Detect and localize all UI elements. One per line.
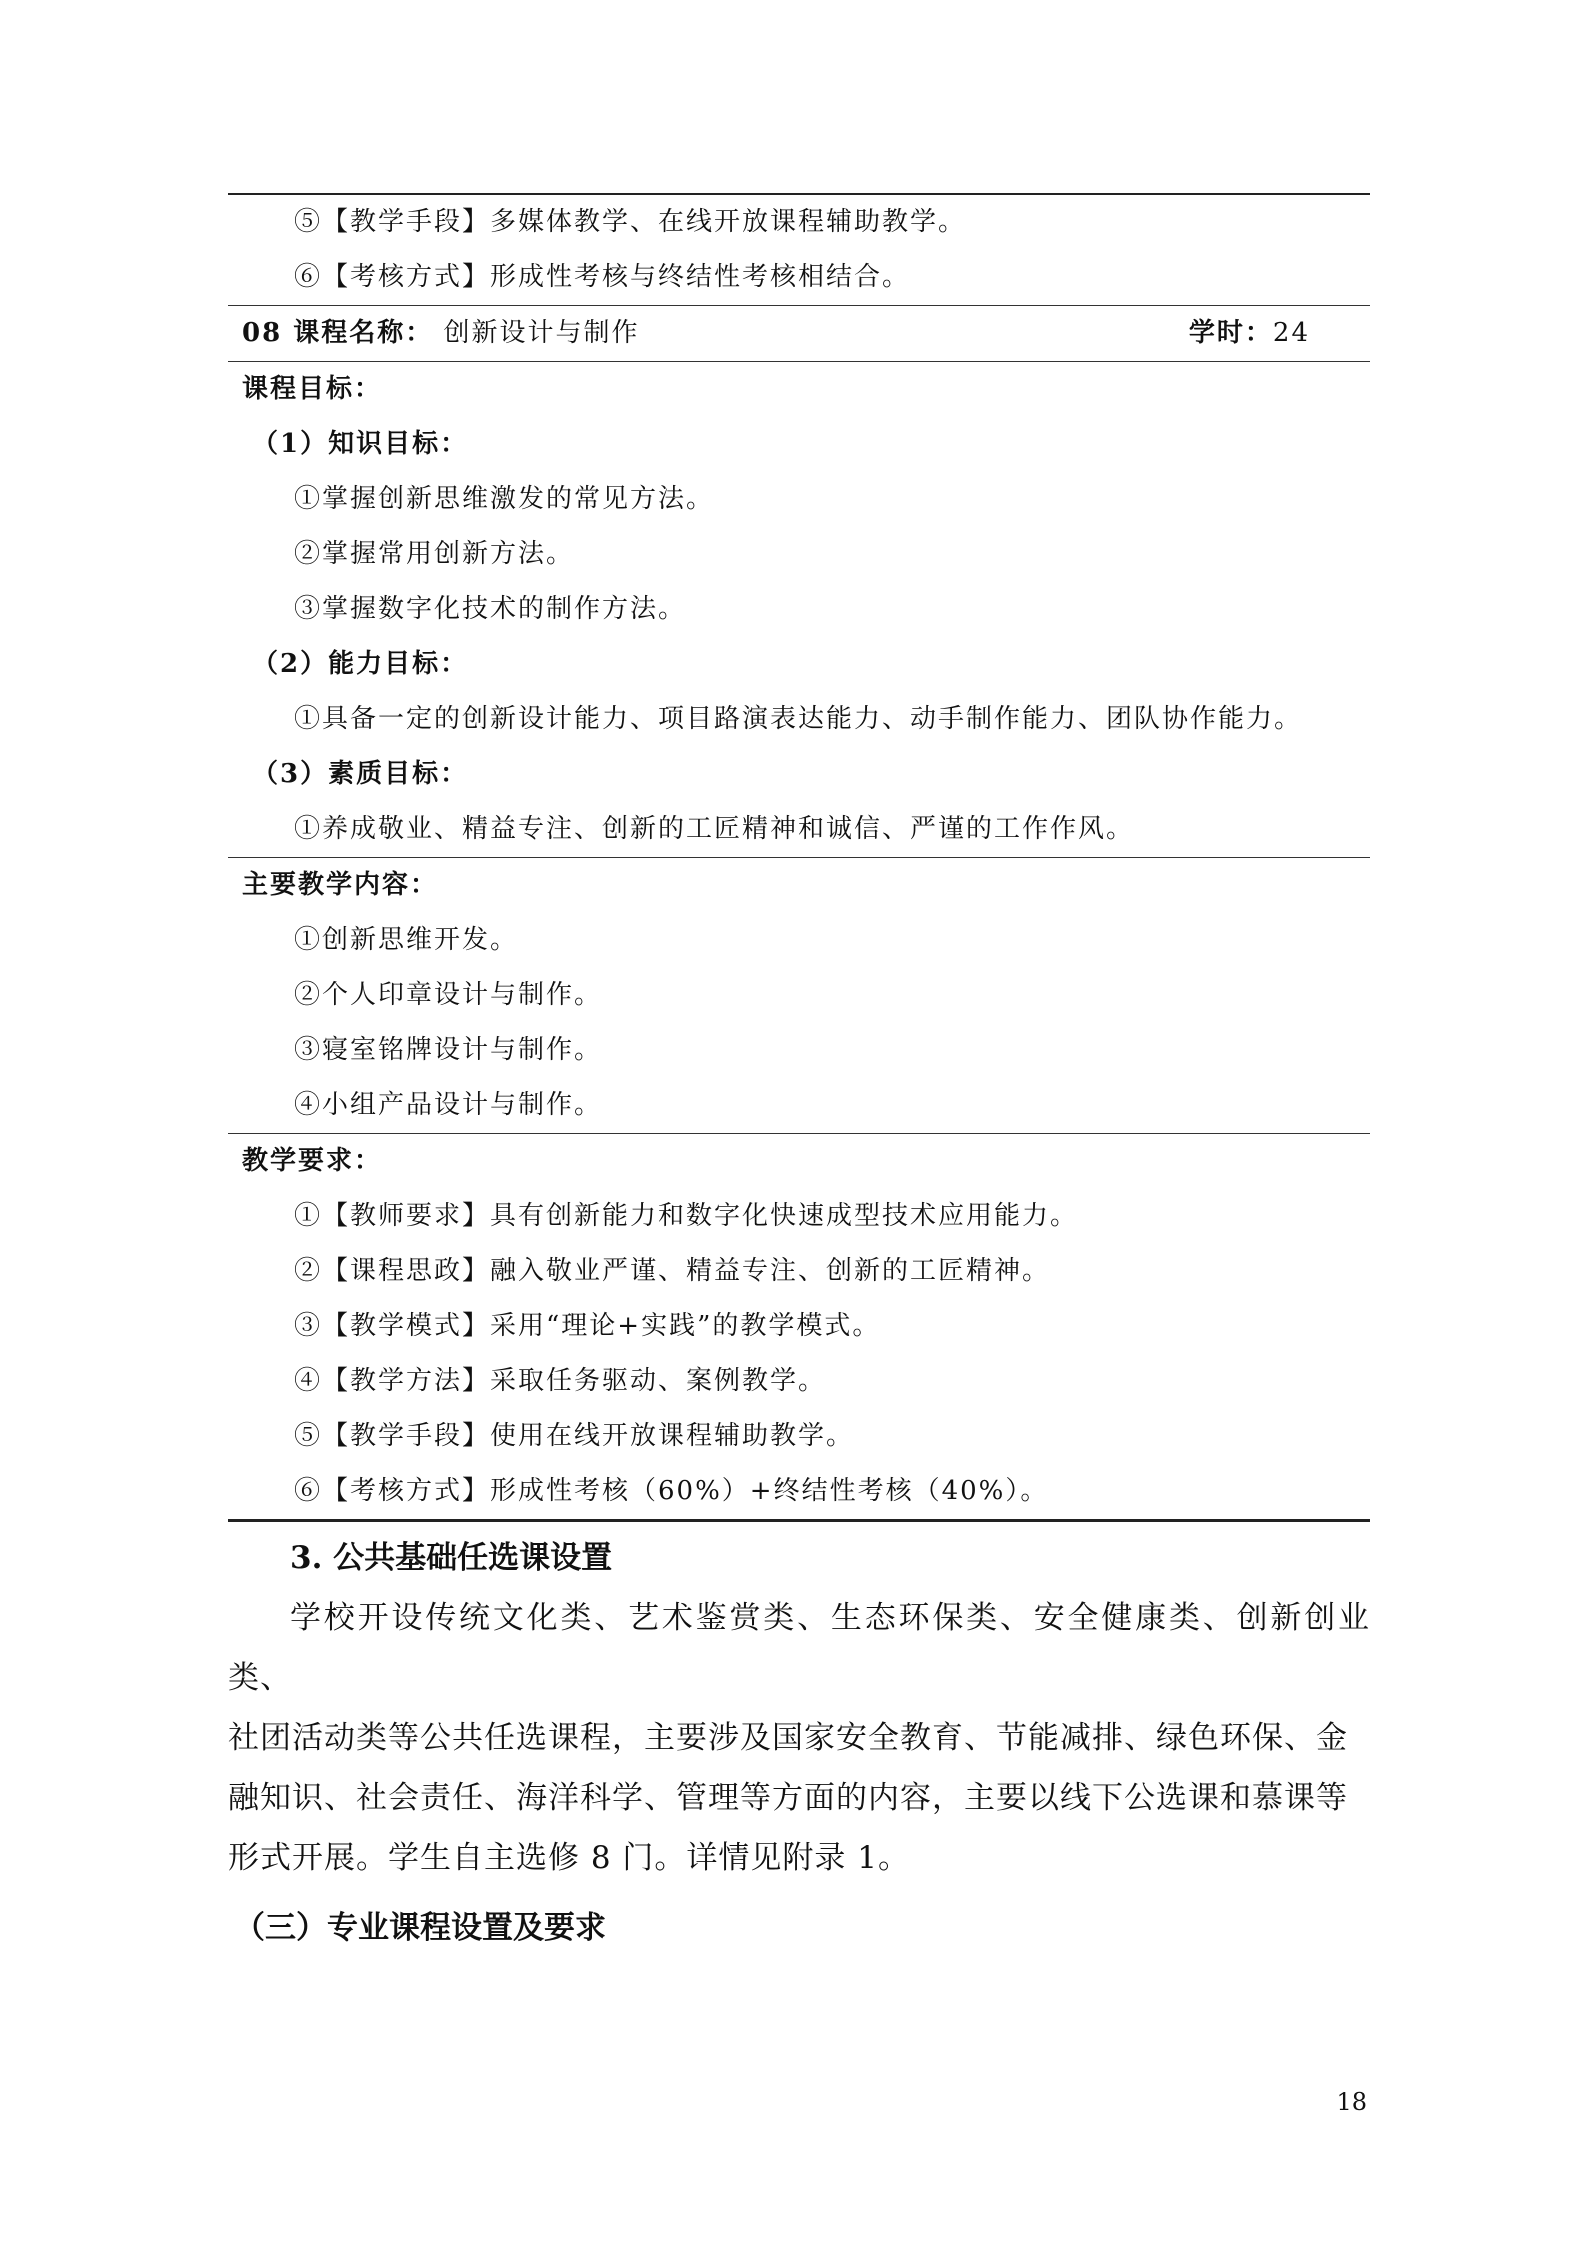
paragraph-line: 学校开设传统文化类、艺术鉴赏类、生态环保类、安全健康类、创新创业类、 — [228, 1600, 1370, 1696]
list-item: ⑥【考核方式】形成性考核（60%）+终结性考核（40%）。 — [294, 1476, 1049, 1506]
list-item: ④【教学方法】采取任务驱动、案例教学。 — [294, 1366, 827, 1396]
knowledge-title: （1）知识目标： — [252, 429, 469, 459]
list-item: ②掌握常用创新方法。 — [294, 539, 575, 569]
course-hours-label: 学时： — [1188, 318, 1273, 348]
list-item: ③【教学模式】采用“理论+实践”的教学模式。 — [294, 1311, 881, 1341]
quality-title: （3）素质目标： — [252, 759, 469, 789]
list-item: ①养成敬业、精益专注、创新的工匠精神和诚信、严谨的工作作风。 — [294, 814, 1135, 844]
list-item: ③寝室铭牌设计与制作。 — [294, 1035, 603, 1065]
list-item: ②个人印章设计与制作。 — [294, 980, 603, 1010]
ability-title: （2）能力目标： — [252, 649, 469, 679]
list-item: ⑤【教学手段】使用在线开放课程辅助教学。 — [294, 1421, 855, 1451]
list-item: ④小组产品设计与制作。 — [294, 1090, 603, 1120]
list-item: ①创新思维开发。 — [294, 925, 519, 955]
table-row: ⑤【教学手段】多媒体教学、在线开放课程辅助教学。 — [294, 207, 967, 237]
list-item: ③掌握数字化技术的制作方法。 — [294, 594, 687, 624]
list-item: ①具备一定的创新设计能力、项目路演表达能力、动手制作能力、团队协作能力。 — [294, 704, 1303, 734]
course-name-label: 08 课程名称： — [242, 318, 434, 348]
content-title: 主要教学内容： — [242, 870, 439, 900]
table-bottom-rule — [228, 1519, 1370, 1522]
course-name-group — [242, 306, 640, 361]
course-name: 创新设计与制作 — [443, 318, 640, 348]
course-table — [228, 193, 1370, 1522]
list-item: ①掌握创新思维激发的常见方法。 — [294, 484, 715, 514]
requirements-title: 教学要求： — [242, 1146, 383, 1176]
section-3-heading: 3. 公共基础任选课设置 — [290, 1540, 613, 1576]
course-hours: 24 — [1272, 318, 1310, 348]
page-number: 18 — [1336, 2088, 1367, 2116]
course-hours-group — [1189, 306, 1310, 361]
paragraph-line: 形式开展。学生自主选修 8 门。详情见附录 1。 — [228, 1840, 911, 1876]
section-3-paragraph — [228, 1588, 1370, 1888]
section-heading: （三）专业课程设置及要求 — [234, 1910, 606, 1946]
goals-title: 课程目标： — [242, 374, 383, 404]
list-item: ②【课程思政】融入敬业严谨、精益专注、创新的工匠精神。 — [294, 1256, 1051, 1286]
paragraph-line: 融知识、社会责任、海洋科学、管理等方面的内容，主要以线下公选课和慕课等 — [228, 1780, 1348, 1816]
list-item: ①【教师要求】具有创新能力和数字化快速成型技术应用能力。 — [294, 1201, 1079, 1231]
course-title-row — [228, 306, 1370, 361]
paragraph-line: 社团活动类等公共任选课程，主要涉及国家安全教育、节能减排、绿色环保、金 — [228, 1720, 1348, 1756]
table-row: ⑥【考核方式】形成性考核与终结性考核相结合。 — [294, 262, 911, 292]
